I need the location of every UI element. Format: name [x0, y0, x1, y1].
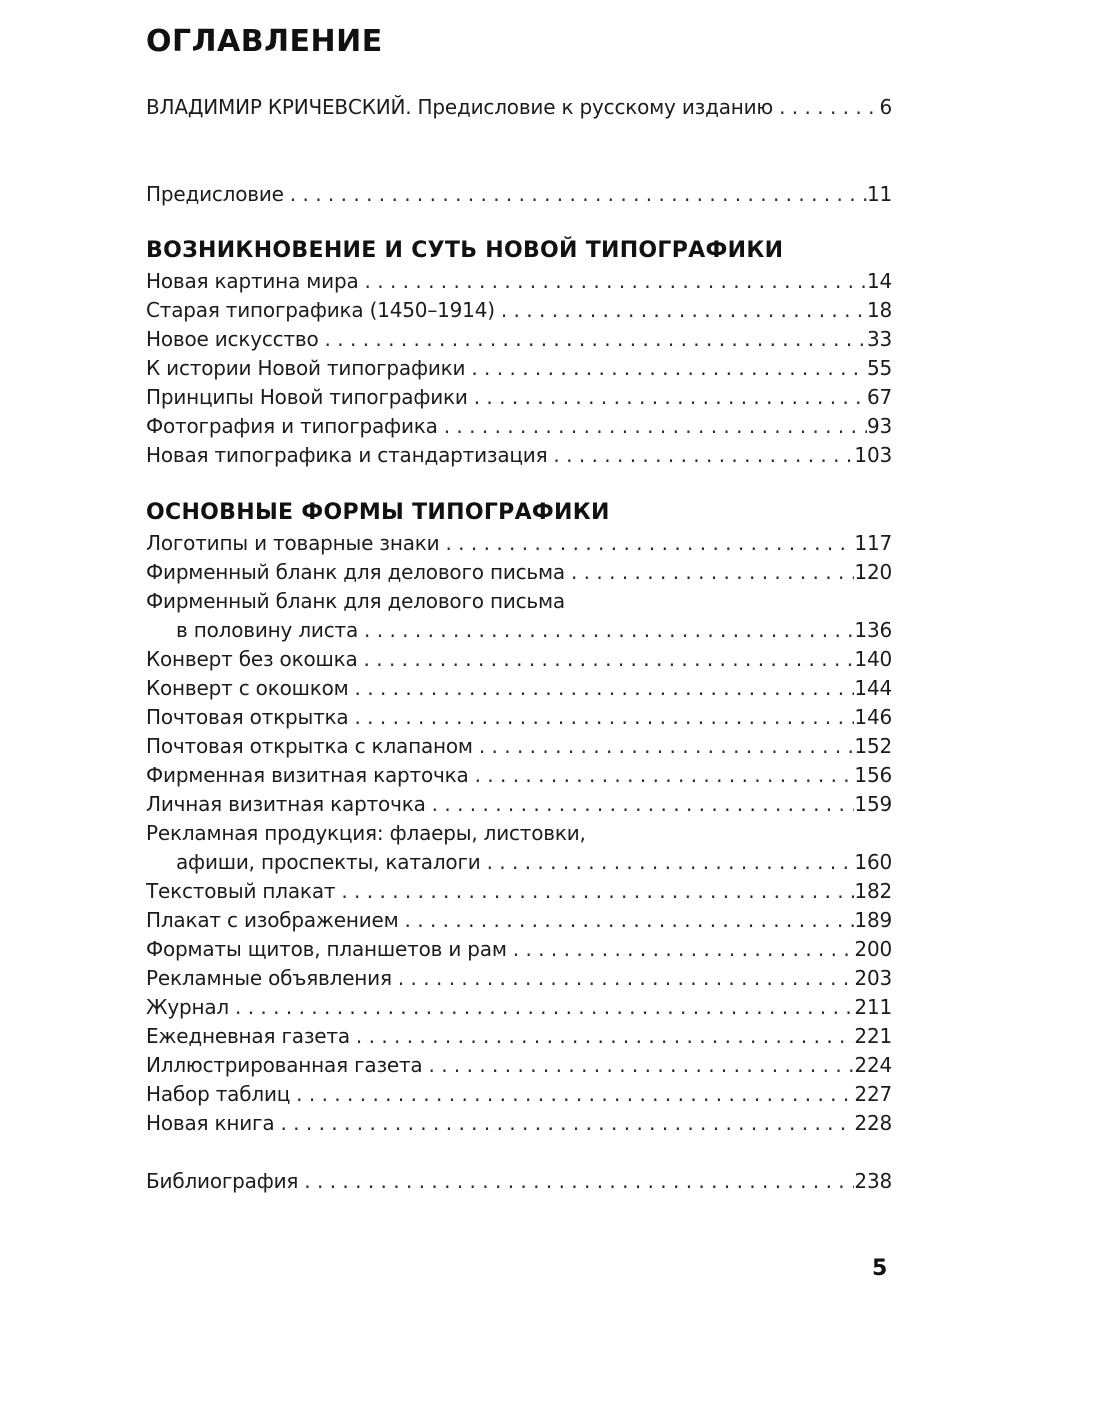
dot-leader	[495, 296, 867, 325]
toc-entry-text: К истории Новой типографики	[146, 356, 466, 380]
dot-leader	[399, 906, 855, 935]
toc-entry	[146, 703, 892, 732]
dot-leader	[298, 1167, 854, 1196]
toc-entry	[146, 645, 892, 674]
toc-entry-text: Форматы щитов, планшетов и рам	[146, 937, 507, 961]
toc-entry-text: Журнал	[146, 995, 229, 1019]
dot-leader	[359, 267, 867, 296]
dot-leader	[473, 732, 855, 761]
toc-entry-text: Фирменная визитная карточка	[146, 763, 469, 787]
dot-leader	[773, 93, 879, 122]
dot-leader	[319, 325, 867, 354]
toc-entry-text: Рекламная продукция: флаеры, листовки,	[146, 821, 586, 845]
toc-entry	[146, 964, 892, 993]
toc-entry-text: Текстовый плакат	[146, 879, 336, 903]
toc-entry-text: Библиография	[146, 1169, 299, 1193]
dot-leader	[547, 441, 854, 470]
toc-entry-continuation-text: в половину листа	[176, 618, 359, 642]
toc-page-number: 120	[854, 560, 892, 584]
toc-entry-text: ВЛАДИМИР КРИЧЕВСКИЙ. Предисловие к русскому изданию	[146, 95, 774, 119]
dot-leader	[358, 616, 854, 645]
toc-entry-preface-russian	[146, 93, 892, 122]
dot-leader	[290, 1080, 854, 1109]
toc-entry	[146, 383, 892, 412]
toc-entry	[146, 906, 892, 935]
toc-entry-text: Рекламные объявления	[146, 966, 392, 990]
toc-entry	[146, 558, 892, 587]
dot-leader	[422, 1051, 854, 1080]
toc-page-number: 224	[854, 1053, 892, 1077]
dot-leader	[426, 790, 855, 819]
toc-entry-text: Новое искусство	[146, 327, 319, 351]
toc-entry	[146, 674, 892, 703]
toc-entry	[146, 1109, 892, 1138]
toc-entry-text: Новая книга	[146, 1111, 275, 1135]
toc-page-number: 14	[866, 269, 892, 293]
toc-page-number: 11	[866, 182, 892, 206]
toc-page-number: 103	[854, 443, 892, 467]
toc-page-number: 156	[854, 763, 892, 787]
toc-entry-text: Конверт с окошком	[146, 676, 349, 700]
dot-leader	[565, 558, 854, 587]
toc-page-number: 211	[854, 995, 892, 1019]
toc-page-number: 160	[854, 850, 892, 874]
page-title: ОГЛАВЛЕНИЕ	[146, 24, 383, 59]
toc-entry	[146, 935, 892, 964]
toc-entry-preface	[146, 180, 892, 209]
toc-entry-text: Фирменный бланк для делового письма	[146, 589, 565, 613]
dot-leader	[439, 529, 854, 558]
toc-entry-text: Предисловие	[146, 182, 284, 206]
toc-entry	[146, 441, 892, 470]
toc-entry	[146, 761, 892, 790]
toc-entry	[146, 412, 892, 441]
dot-leader	[438, 412, 867, 441]
toc-page-number: 228	[854, 1111, 892, 1135]
toc-entry-text: Ежедневная газета	[146, 1024, 350, 1048]
toc-entry-text: Конверт без окошка	[146, 647, 358, 671]
toc-entry-first-line	[146, 819, 892, 848]
dot-leader	[465, 354, 867, 383]
toc-entry-text: Личная визитная карточка	[146, 792, 426, 816]
dot-leader	[468, 383, 867, 412]
dot-leader	[392, 964, 855, 993]
folio-page-number: 5	[872, 1256, 888, 1281]
toc-entry-text: Набор таблиц	[146, 1082, 291, 1106]
dot-leader	[350, 1022, 855, 1051]
section-heading: ОСНОВНЫЕ ФОРМЫ ТИПОГРАФИКИ	[146, 500, 610, 525]
toc-entry	[146, 877, 892, 906]
toc-page-number: 140	[854, 647, 892, 671]
toc-page-number: 136	[854, 618, 892, 642]
toc-page-number: 93	[866, 414, 892, 438]
toc-entry-text: Логотипы и товарные знаки	[146, 531, 440, 555]
toc-entry-text: Фотография и типографика	[146, 414, 438, 438]
toc-entry-continuation-text: афиши, проспекты, каталоги	[176, 850, 481, 874]
toc-page-number: 152	[854, 734, 892, 758]
dot-leader	[507, 935, 855, 964]
toc-entry-text: Плакат с изображением	[146, 908, 399, 932]
toc-entry-bibliography	[146, 1167, 892, 1196]
toc-page-number: 33	[866, 327, 892, 351]
section-heading: ВОЗНИКНОВЕНИЕ И СУТЬ НОВОЙ ТИПОГРАФИКИ	[146, 238, 784, 263]
dot-leader	[469, 761, 855, 790]
toc-entry-text: Принципы Новой типографики	[146, 385, 468, 409]
toc-page-number: 182	[854, 879, 892, 903]
toc-entry	[146, 790, 892, 819]
toc-page-number: 18	[866, 298, 892, 322]
toc-page-number: 117	[854, 531, 892, 555]
toc-page-number: 200	[854, 937, 892, 961]
toc-entry	[146, 354, 892, 383]
toc-page-number: 227	[854, 1082, 892, 1106]
toc-page-number: 189	[854, 908, 892, 932]
toc-entry	[146, 732, 892, 761]
dot-leader	[481, 848, 855, 877]
toc-entry	[146, 325, 892, 354]
dot-leader	[335, 877, 854, 906]
dot-leader	[229, 993, 854, 1022]
toc-entry-text: Старая типографика (1450–1914)	[146, 298, 495, 322]
toc-entry-first-line	[146, 587, 892, 616]
toc-page-number: 238	[854, 1169, 892, 1193]
toc-page-number: 221	[854, 1024, 892, 1048]
dot-leader	[284, 180, 867, 209]
toc-page-number: 6	[879, 95, 892, 119]
toc-entry-text: Новая типографика и стандартизация	[146, 443, 548, 467]
toc-entry	[146, 267, 892, 296]
toc-entry	[146, 1051, 892, 1080]
toc-page-number: 55	[866, 356, 892, 380]
dot-leader	[358, 645, 855, 674]
toc-page-number: 144	[854, 676, 892, 700]
toc-entry-continuation	[176, 616, 892, 645]
toc-entry	[146, 296, 892, 325]
toc-entry	[146, 993, 892, 1022]
toc-entry-text: Новая картина мира	[146, 269, 359, 293]
toc-page-number: 203	[854, 966, 892, 990]
toc-entry	[146, 1022, 892, 1051]
toc-entry	[146, 529, 892, 558]
dot-leader	[349, 674, 855, 703]
toc-entry-text: Почтовая открытка с клапаном	[146, 734, 473, 758]
dot-leader	[348, 703, 854, 732]
toc-page-number: 146	[854, 705, 892, 729]
toc-page-number: 159	[854, 792, 892, 816]
dot-leader	[274, 1109, 854, 1138]
toc-entry-text: Почтовая открытка	[146, 705, 349, 729]
toc-entry-text: Фирменный бланк для делового письма	[146, 560, 565, 584]
toc-page-number: 67	[866, 385, 892, 409]
toc-entry	[146, 1080, 892, 1109]
toc-entry-text: Иллюстрированная газета	[146, 1053, 423, 1077]
toc-entry-continuation	[176, 848, 892, 877]
